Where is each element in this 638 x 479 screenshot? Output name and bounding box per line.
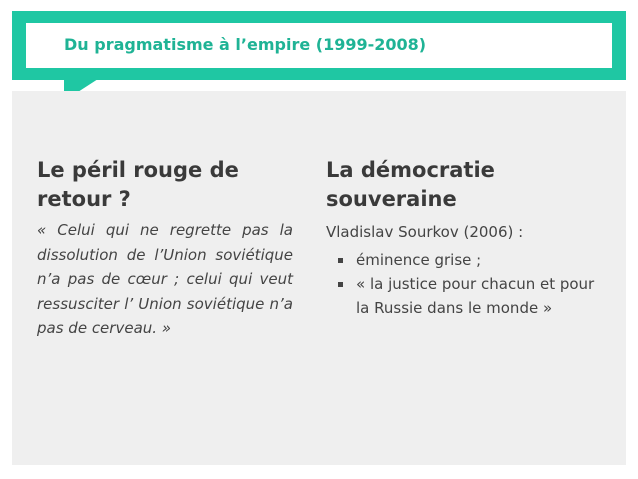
square-bullet-icon bbox=[338, 282, 343, 287]
list-item bbox=[326, 272, 606, 320]
bullet-list bbox=[326, 248, 606, 320]
slide-title: Du pragmatisme à l’empire (1999-2008) bbox=[64, 35, 427, 54]
left-column bbox=[37, 156, 293, 341]
putin-quote: « Celui qui ne regrette pas la dissolution de l’Union soviétique n’a pas de cœur ; celui qui veut ressusciter l’ Union soviétique n’a pas de cerveau. » bbox=[37, 221, 293, 337]
right-column bbox=[326, 156, 606, 320]
list-item bbox=[326, 248, 606, 272]
bullet-text: « la justice pour chacun et pour la Russie dans le monde » bbox=[356, 275, 595, 317]
right-column-title: La démocratie souveraine bbox=[326, 158, 495, 211]
source-line: Vladislav Sourkov (2006) : bbox=[326, 223, 524, 241]
square-bullet-icon bbox=[338, 258, 343, 263]
bullet-text: éminence grise ; bbox=[356, 251, 482, 269]
left-column-title: Le péril rouge de retour ? bbox=[37, 158, 239, 211]
